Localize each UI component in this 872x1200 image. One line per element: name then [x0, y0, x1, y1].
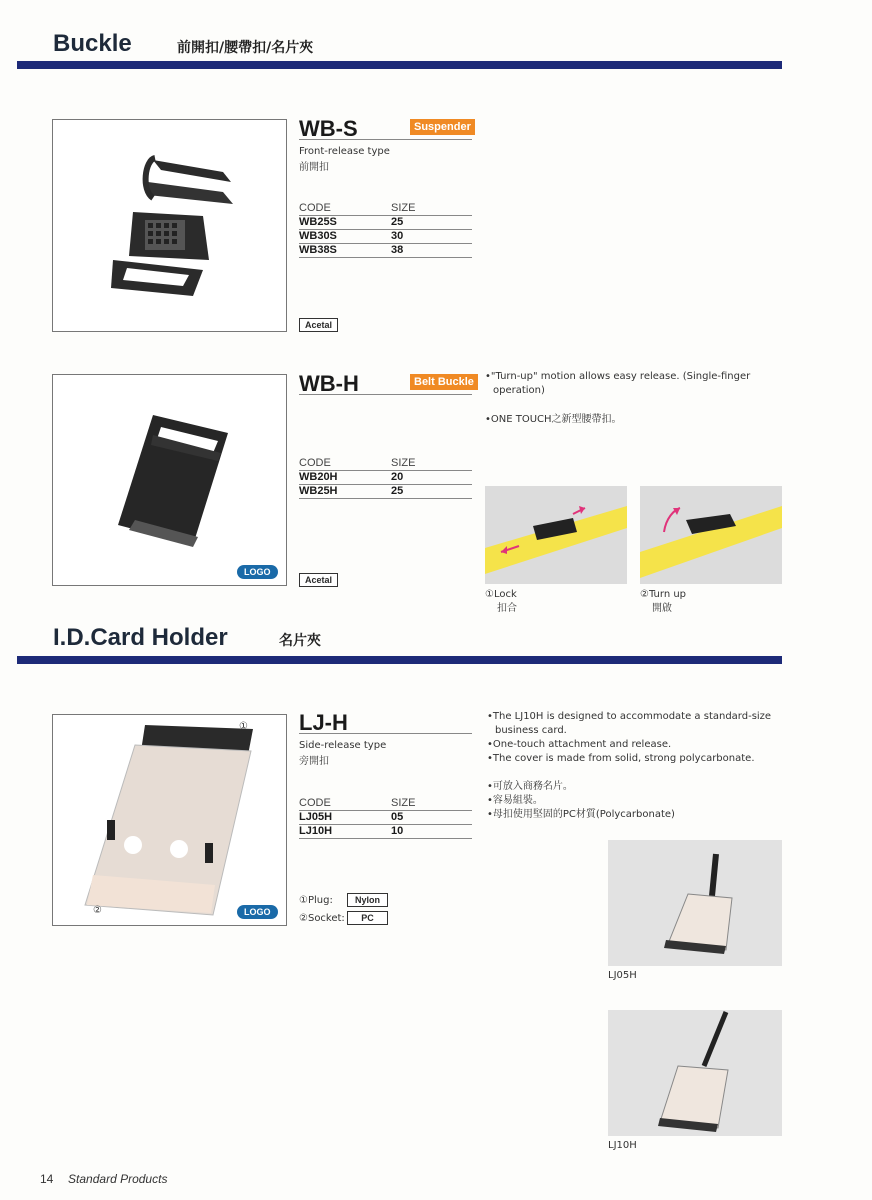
footer-label: Standard Products	[68, 1172, 168, 1186]
code-cell: WB25S	[299, 216, 337, 228]
wbs-material-badge: Acetal	[299, 318, 338, 332]
ljh-lj05h-photo	[608, 840, 782, 966]
size-header: SIZE	[391, 457, 416, 469]
wbs-model-name: WB-S	[299, 116, 358, 141]
id-section-divider	[17, 656, 782, 664]
code-cell: LJ10H	[299, 825, 333, 837]
wbh-bullet-turnup	[485, 370, 765, 398]
caption-zh: 開啟	[652, 603, 672, 614]
code-header: CODE	[299, 202, 331, 214]
table-row	[299, 216, 472, 230]
bullet-line: •One-touch attachment and release.	[487, 739, 672, 750]
wbh-code-table	[299, 457, 472, 499]
ljh-desc-en: Side-release type	[299, 740, 387, 751]
table-row	[299, 811, 472, 825]
buckle-section-divider	[17, 61, 782, 69]
bullet-line: •The LJ10H is designed to accommodate a standard-size	[487, 711, 772, 722]
table-row	[299, 244, 472, 258]
size-header: SIZE	[391, 797, 416, 809]
wbs-product-photo	[52, 119, 287, 332]
id-section-subtitle: 名片夾	[279, 633, 321, 649]
wbh-material-badge: Acetal	[299, 573, 338, 587]
ljh-lj10h-caption: LJ10H	[608, 1140, 637, 1151]
code-cell: WB20H	[299, 471, 338, 483]
caption-en: ①Lock	[485, 589, 517, 600]
ljh-logo-badge: LOGO	[237, 905, 278, 919]
wbs-desc-zh: 前開扣	[299, 162, 329, 173]
ljh-bullets-en	[487, 710, 772, 766]
ljh-marker-plug: ①	[239, 721, 248, 732]
ljh-table-header	[299, 797, 472, 811]
bullet-line: •母扣使用堅固的PC材質(Polycarbonate)	[487, 809, 675, 820]
size-cell: 25	[391, 485, 404, 497]
bullet-line: •容易組裝。	[487, 795, 543, 806]
wbh-turnup-caption	[640, 588, 686, 616]
size-cell: 05	[391, 811, 404, 823]
wbs-table-header	[299, 202, 472, 216]
ljh-title-rule	[299, 733, 472, 734]
ljh-card-holder-illustration	[85, 725, 253, 915]
code-cell: WB30S	[299, 230, 337, 242]
wbs-buckle-illustration	[111, 158, 233, 296]
ljh-product-photo	[52, 714, 287, 926]
wbh-product-photo	[52, 374, 287, 586]
code-header: CODE	[299, 457, 331, 469]
table-row	[299, 825, 472, 839]
bullet-line: operation)	[493, 385, 545, 396]
wbh-belt-buckle-tag: Belt Buckle	[410, 374, 478, 390]
code-cell: WB38S	[299, 244, 337, 256]
wbh-logo-badge: LOGO	[237, 565, 278, 579]
wbs-code-table	[299, 202, 472, 258]
ljh-socket-material: PC	[347, 911, 388, 925]
size-cell: 38	[391, 244, 404, 256]
bullet-line: •The cover is made from solid, strong polycarbonate.	[487, 753, 755, 764]
size-cell: 25	[391, 216, 404, 228]
code-header: CODE	[299, 797, 331, 809]
ljh-code-table	[299, 797, 472, 839]
page-footer	[40, 1172, 167, 1186]
caption-zh: 扣合	[497, 603, 517, 614]
ljh-lj05h-caption: LJ05H	[608, 970, 637, 981]
wbh-table-header	[299, 457, 472, 471]
buckle-section-subtitle: 前開扣/腰帶扣/名片夾	[177, 40, 314, 56]
wbh-lock-photo	[485, 486, 627, 584]
wbh-buckle-illustration	[118, 415, 228, 547]
ljh-model-name: LJ-H	[299, 710, 348, 735]
bullet-line: •可放入商務名片。	[487, 781, 573, 792]
wbh-lock-caption	[485, 588, 517, 616]
table-row	[299, 230, 472, 244]
id-section-title: I.D.Card Holder	[53, 624, 228, 651]
size-cell: 10	[391, 825, 404, 837]
table-row	[299, 471, 472, 485]
code-cell: LJ05H	[299, 811, 333, 823]
ljh-plug-label: ①Plug:	[299, 895, 333, 906]
wbh-model-name: WB-H	[299, 371, 359, 396]
ljh-lj10h-photo	[608, 1010, 782, 1136]
ljh-marker-socket: ②	[93, 905, 102, 916]
ljh-plug-material: Nylon	[347, 893, 388, 907]
wbs-desc-en: Front-release type	[299, 146, 390, 157]
size-cell: 30	[391, 230, 404, 242]
ljh-socket-label: ②Socket:	[299, 913, 345, 924]
size-cell: 20	[391, 471, 404, 483]
wbh-title-rule	[299, 394, 472, 395]
page-number: 14	[40, 1172, 54, 1186]
wbs-title-rule	[299, 139, 472, 140]
wbs-suspender-tag: Suspender	[410, 119, 475, 135]
wbh-bullet-onetouch: •ONE TOUCH之新型腰帶扣。	[485, 414, 622, 425]
code-cell: WB25H	[299, 485, 338, 497]
ljh-bullets-zh	[487, 780, 772, 822]
ljh-desc-zh: 旁開扣	[299, 756, 329, 767]
bullet-line: •"Turn-up" motion allows easy release. (Single-finger	[485, 371, 751, 382]
bullet-line: business card.	[495, 725, 567, 736]
buckle-section-title: Buckle	[53, 30, 132, 57]
table-row	[299, 485, 472, 499]
caption-en: ②Turn up	[640, 589, 687, 600]
size-header: SIZE	[391, 202, 416, 214]
wbh-turnup-photo	[640, 486, 782, 584]
